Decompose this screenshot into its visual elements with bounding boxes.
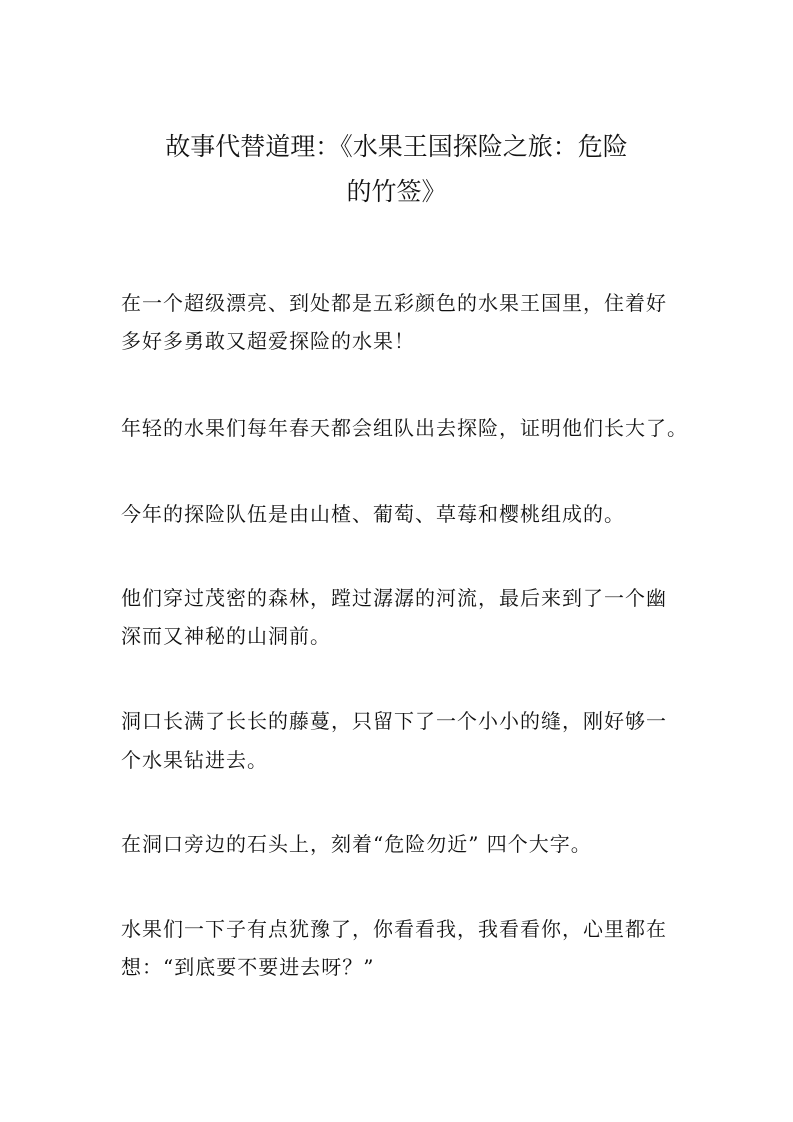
paragraph-line: 多好多勇敢又超爱探险的水果！	[121, 329, 415, 353]
document-title-line-1: 故事代替道理：《水果王国探险之旅：危险	[165, 132, 628, 161]
paragraph-line: 个水果钻进去。	[121, 748, 268, 772]
paragraph-line: 在一个超级漂亮、到处都是五彩颜色的水果王国里，住着好	[121, 291, 667, 315]
paragraph-line: 他们穿过茂密的森林，蹚过潺潺的河流，最后来到了一个幽	[121, 586, 667, 610]
paragraph-line: 洞口长满了长长的藤蔓，只留下了一个小小的缝，刚好够一	[121, 709, 667, 733]
document-title-line-2: 的竹签》	[346, 177, 447, 206]
paragraph-line: 深而又神秘的山洞前。	[121, 624, 331, 648]
paragraph-line: 今年的探险队伍是由山楂、葡萄、草莓和樱桃组成的。	[121, 502, 625, 526]
paragraph-line: 水果们一下子有点犹豫了，你看看我，我看看你，心里都在	[121, 917, 667, 941]
paragraph-line: 想：“到底要不要进去呀？”	[121, 955, 375, 979]
paragraph-line: 年轻的水果们每年春天都会组队出去探险，证明他们长大了。	[121, 416, 688, 440]
paragraph-line: 在洞口旁边的石头上，刻着“危险勿近” 四个大字。	[121, 832, 592, 856]
